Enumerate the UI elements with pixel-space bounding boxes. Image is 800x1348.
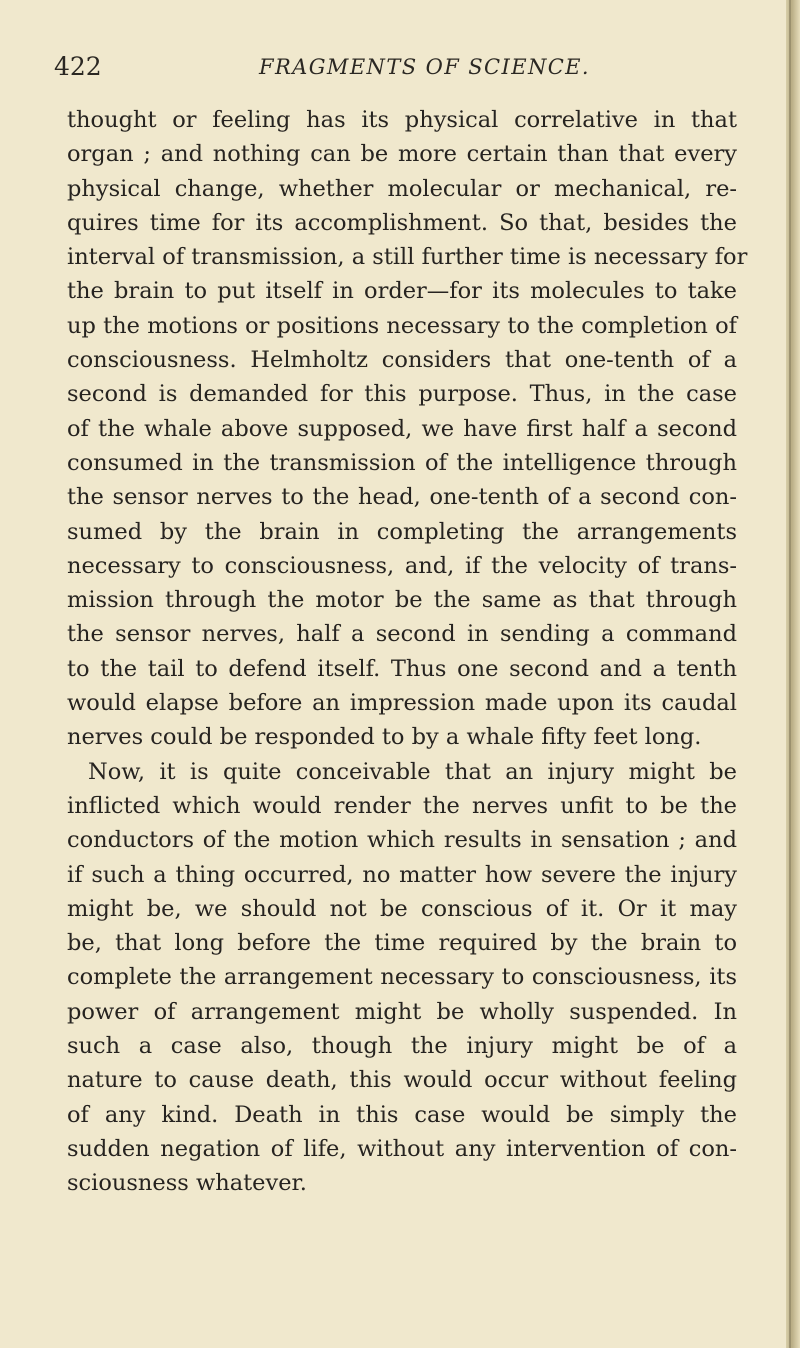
text-line: consumed in the transmission of the intelligence through	[67, 449, 737, 476]
text-line: quires time for its accomplishment. So that, besides the	[67, 209, 737, 236]
text-line: might be, we should not be conscious of it. Or it may	[67, 895, 737, 922]
text-line: nerves could be responded to by a whale fifty feet long.	[67, 724, 702, 751]
page-number: 422	[54, 52, 102, 81]
text-line: would elapse before an impression made upon its caudal	[67, 690, 737, 717]
text-line: up the motions or positions necessary to the completion of	[67, 312, 737, 339]
text-line: consciousness. Helmholtz considers that one-tenth of a	[67, 347, 737, 374]
text-line: of the whale above supposed, we have first half a second	[67, 415, 737, 442]
text-line: be, that long before the time required by the brain to	[67, 930, 737, 957]
text-line: physical change, whether molecular or mechanical, re-	[67, 175, 737, 202]
text-line: if such a thing occurred, no matter how severe the injury	[67, 861, 737, 888]
text-line: conductors of the motion which results in sensation ; and	[67, 827, 737, 854]
text-line: the sensor nerves, half a second in sending a command	[67, 621, 737, 648]
text-line: necessary to consciousness, and, if the velocity of trans-	[67, 552, 737, 579]
text-line: inflicted which would render the nerves unfit to be the	[67, 792, 737, 819]
text-line: thought or feeling has its physical correlative in that	[67, 107, 737, 133]
text-line: sciousness whatever.	[67, 1170, 307, 1197]
text-line: sumed by the brain in completing the arrangements	[67, 518, 737, 545]
text-line: interval of transmission, a still further time is necessary for	[67, 244, 748, 271]
page-edge-line	[789, 0, 791, 1348]
text-line: the brain to put itself in order—for its molecules to take	[67, 278, 737, 305]
paragraph-start-line: Now, it is quite conceivable that an injury might be	[88, 758, 737, 785]
page-header	[54, 52, 754, 88]
text-line: of any kind. Death in this case would be simply the	[67, 1101, 737, 1128]
body-text	[67, 103, 748, 1201]
text-line: power of arrangement might be wholly suspended. In	[67, 998, 737, 1025]
text-line: such a case also, though the injury might be of a	[67, 1033, 737, 1060]
text-line: nature to cause death, this would occur without feeling	[67, 1067, 737, 1094]
text-line: second is demanded for this purpose. Thus, in the case	[67, 381, 737, 408]
text-line: organ ; and nothing can be more certain than that every	[67, 141, 737, 168]
text-line: the sensor nerves to the head, one-tenth of a second con-	[67, 484, 737, 511]
text-line: complete the arrangement necessary to consciousness, its	[67, 964, 737, 991]
text-line: sudden negation of life, without any intervention of con-	[67, 1135, 737, 1162]
text-line: mission through the motor be the same as that through	[67, 587, 737, 614]
text-line: to the tail to defend itself. Thus one second and a tenth	[67, 655, 737, 682]
running-head: FRAGMENTS OF SCIENCE.	[259, 55, 590, 79]
